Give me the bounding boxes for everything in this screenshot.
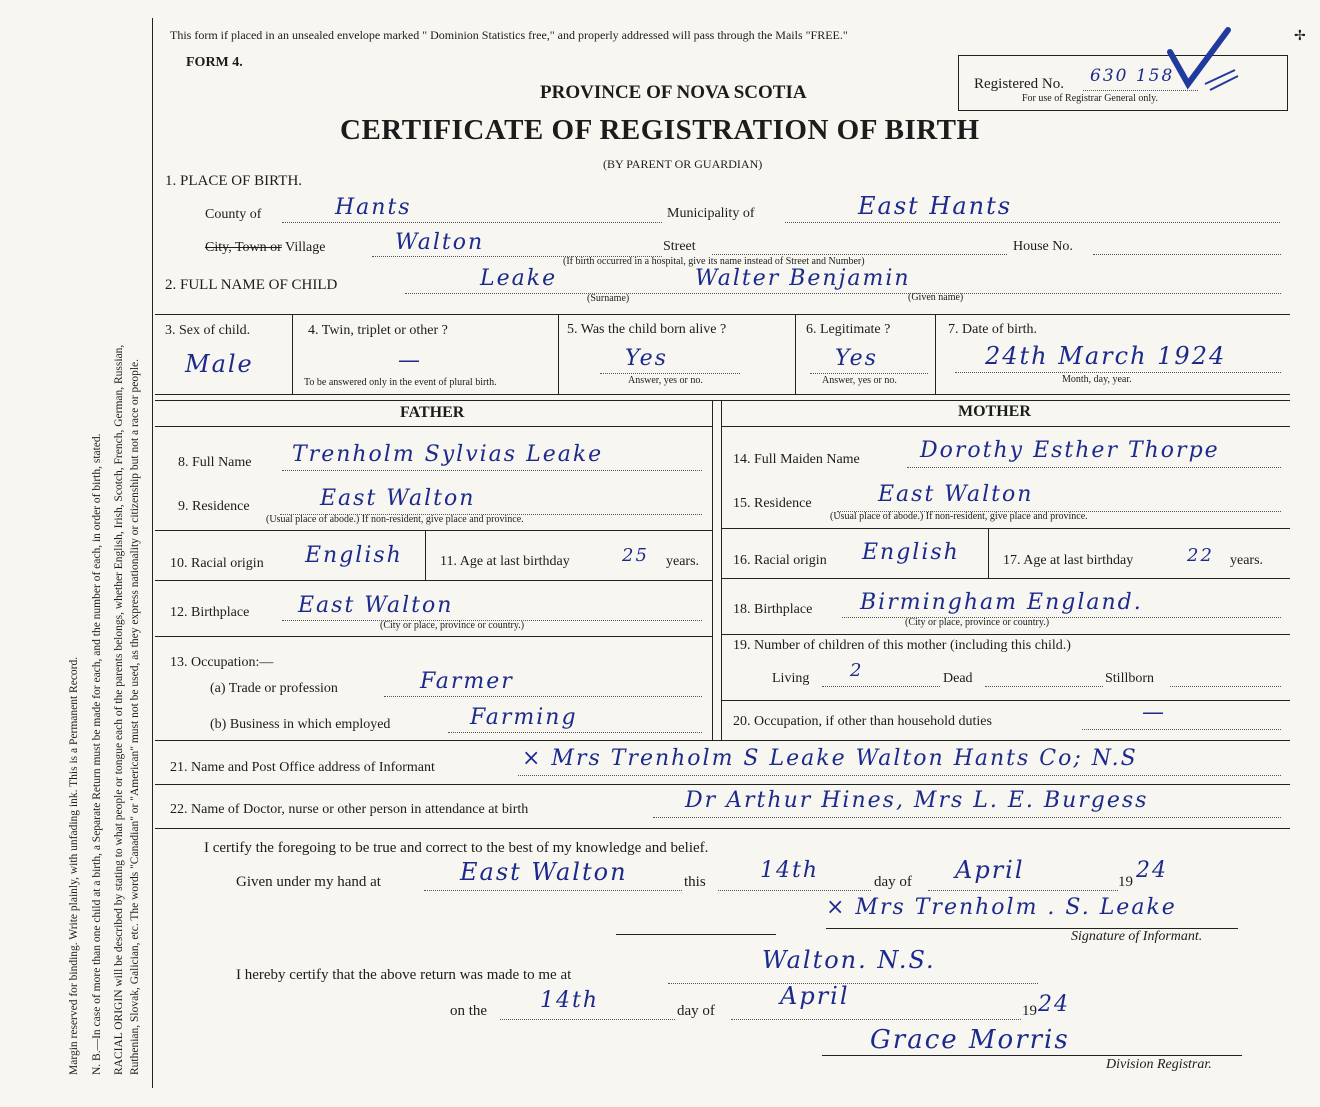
father-age: 25 — [622, 545, 649, 566]
father-heading: FATHER — [400, 404, 465, 421]
registrar-year: 24 — [1038, 992, 1070, 1017]
municipality-value: East Hants — [858, 192, 1013, 220]
mother-name-label: 14. Full Maiden Name — [733, 452, 860, 467]
mother-occupation-label: 20. Occupation, if other than household duties — [733, 714, 992, 729]
county-label: County of — [205, 207, 262, 222]
margin-line-3: RACIAL ORIGIN will be described by stating to what people or tongue each of the parents belongs, whether English, Irish, Scotch, French, German, Russian, — [113, 344, 125, 1075]
stillborn-label: Stillborn — [1105, 671, 1155, 686]
father-birthplace: East Walton — [298, 593, 454, 618]
registrar-day-of-label: day of — [677, 1003, 715, 1019]
mother-birthplace-label: 18. Birthplace — [733, 602, 813, 617]
check-mark-icon — [1150, 22, 1240, 92]
mother-years-label: years. — [1230, 553, 1264, 568]
sex-value: Male — [185, 350, 254, 378]
twin-value: — — [398, 348, 422, 373]
mother-racial-label: 16. Racial origin — [733, 553, 827, 568]
registrar-statement: I hereby certify that the above return was made to me at — [236, 967, 572, 983]
legitimate-note: Answer, yes or no. — [822, 375, 897, 386]
father-residence-note: (Usual place of abode.) If non-resident, give place and province. — [266, 514, 524, 525]
registrar-signature-label: Division Registrar. — [1106, 1057, 1212, 1072]
given-name-note: (Given name) — [908, 292, 964, 303]
form-number: FORM 4. — [186, 55, 243, 70]
business-value: Farming — [470, 705, 578, 730]
mother-residence-note: (Usual place of abode.) If non-resident, give place and province. — [830, 511, 1088, 522]
margin-line-2: N. B.—In case of more than one child at a birth, a Separate Return must be made for each, and the number of each, in order of birth, stated. — [91, 433, 103, 1075]
alive-value: Yes — [625, 346, 668, 371]
certificate-subtitle: (BY PARENT OR GUARDIAN) — [603, 157, 763, 171]
living-value: 2 — [850, 660, 864, 681]
father-age-label: 11. Age at last birthday — [440, 554, 570, 569]
father-residence-label: 9. Residence — [178, 499, 250, 514]
informant-label: 21. Name and Post Office address of Informant — [170, 760, 435, 775]
informant-signature-label: Signature of Informant. — [1071, 929, 1203, 944]
given-year: 24 — [1136, 858, 1168, 883]
child-surname: Leake — [480, 266, 558, 291]
registrar-place: Walton. N.S. — [762, 946, 936, 974]
village-value: Walton — [395, 230, 485, 255]
father-name-label: 8. Full Name — [178, 455, 252, 470]
binding-margin — [0, 0, 150, 1107]
given-day: 14th — [760, 858, 820, 883]
father-birthplace-label: 12. Birthplace — [170, 605, 250, 620]
occupation-label: 13. Occupation:— — [170, 655, 274, 670]
sex-label: 3. Sex of child. — [165, 323, 251, 338]
legitimate-value: Yes — [835, 346, 878, 371]
certificate-title: CERTIFICATE OF REGISTRATION OF BIRTH — [340, 114, 980, 146]
doctor-value: Dr Arthur Hines, Mrs L. E. Burgess — [685, 788, 1149, 813]
municipality-label: Municipality of — [667, 206, 755, 221]
binding-rule — [152, 18, 153, 1088]
child-name-label: 2. FULL NAME OF CHILD — [165, 277, 338, 293]
mother-residence: East Walton — [878, 482, 1034, 507]
registrar-month: April — [780, 982, 850, 1010]
living-label: Living — [772, 671, 810, 686]
registrar-day: 14th — [540, 988, 600, 1013]
father-racial-label: 10. Racial origin — [170, 556, 264, 571]
twin-note: To be answered only in the event of plural birth. — [304, 377, 497, 388]
dead-label: Dead — [943, 671, 973, 686]
mother-name: Dorothy Esther Thorpe — [920, 438, 1220, 463]
father-name: Trenholm Sylvias Leake — [292, 442, 604, 467]
certify-statement: I certify the foregoing to be true and correct to the best of my knowledge and belief. — [204, 840, 709, 856]
mother-birthplace-note: (City or place, province or country.) — [905, 617, 1050, 628]
registrar-general-note: For use of Registrar General only. — [1022, 93, 1158, 104]
informant-signature: × Mrs Trenholm . S. Leake — [826, 895, 1177, 920]
mother-occupation-value: — — [1142, 700, 1166, 725]
province-heading: PROVINCE OF NOVA SCOTIA — [540, 82, 807, 103]
alive-note: Answer, yes or no. — [628, 375, 703, 386]
place-heading: 1. PLACE OF BIRTH. — [165, 173, 303, 189]
surname-note: (Surname) — [587, 293, 630, 304]
given-at-label: Given under my hand at — [236, 874, 381, 890]
this-label: this — [684, 874, 706, 890]
alive-label: 5. Was the child born alive ? — [567, 322, 727, 337]
registrar-year-prefix: 19 — [1022, 1003, 1037, 1019]
father-years-label: years. — [666, 554, 700, 569]
given-month: April — [955, 856, 1025, 884]
legitimate-label: 6. Legitimate ? — [806, 322, 891, 337]
mother-racial: English — [862, 540, 960, 565]
day-of-label: day of — [874, 874, 912, 890]
father-residence: East Walton — [320, 486, 476, 511]
margin-line-1: Margin reserved for binding. Write plainly, with unfading ink. This is a Permanent Record. — [68, 656, 80, 1075]
postage-note: This form if placed in an unsealed envelope marked " Dominion Statistics free," and properly addressed will pass through the Mails "FREE." — [170, 28, 848, 42]
house-number-label: House No. — [1013, 239, 1073, 254]
margin-line-4: Ruthenian, Slovak, Galician, etc. The words "Canadian" or "American" must not be used, as they express nationality or citizenship but not a race or people. — [129, 358, 141, 1075]
children-count-label: 19. Number of children of this mother (including this child.) — [733, 638, 1071, 653]
trade-label: (a) Trade or profession — [210, 681, 338, 696]
business-label: (b) Business in which employed — [210, 717, 391, 732]
informant-value: × Mrs Trenholm S Leake Walton Hants Co; N.S — [522, 746, 1138, 771]
street-label: Street — [663, 239, 696, 254]
given-at-place: East Walton — [460, 858, 628, 886]
father-racial: English — [305, 543, 403, 568]
doctor-label: 22. Name of Doctor, nurse or other person in attendance at birth — [170, 802, 529, 817]
child-given-name: Walter Benjamin — [695, 266, 911, 291]
county-value: Hants — [335, 195, 412, 220]
registered-number: 630 158 — [1090, 66, 1175, 86]
mother-heading: MOTHER — [958, 403, 1031, 420]
trade-value: Farmer — [420, 669, 514, 694]
on-the-label: on the — [450, 1003, 488, 1019]
mother-age: 22 — [1187, 545, 1214, 566]
mother-residence-label: 15. Residence — [733, 496, 812, 511]
father-birthplace-note: (City or place, province or country.) — [380, 620, 525, 631]
dob-label: 7. Date of birth. — [948, 322, 1038, 337]
dob-value: 24th March 1924 — [985, 342, 1227, 370]
dob-note: Month, day, year. — [1062, 374, 1132, 385]
twin-label: 4. Twin, triplet or other ? — [308, 323, 448, 338]
year-prefix: 19 — [1118, 874, 1133, 890]
registrar-signature: Grace Morris — [870, 1025, 1070, 1055]
hospital-note: (If birth occurred in a hospital, give its name instead of Street and Number) — [563, 256, 865, 267]
mother-age-label: 17. Age at last birthday — [1003, 553, 1134, 568]
village-label: Village — [281, 240, 326, 255]
city-town-label: City, Town or — [205, 240, 282, 255]
registered-label: Registered No. — [974, 76, 1064, 92]
mother-birthplace: Birmingham England. — [860, 590, 1143, 615]
